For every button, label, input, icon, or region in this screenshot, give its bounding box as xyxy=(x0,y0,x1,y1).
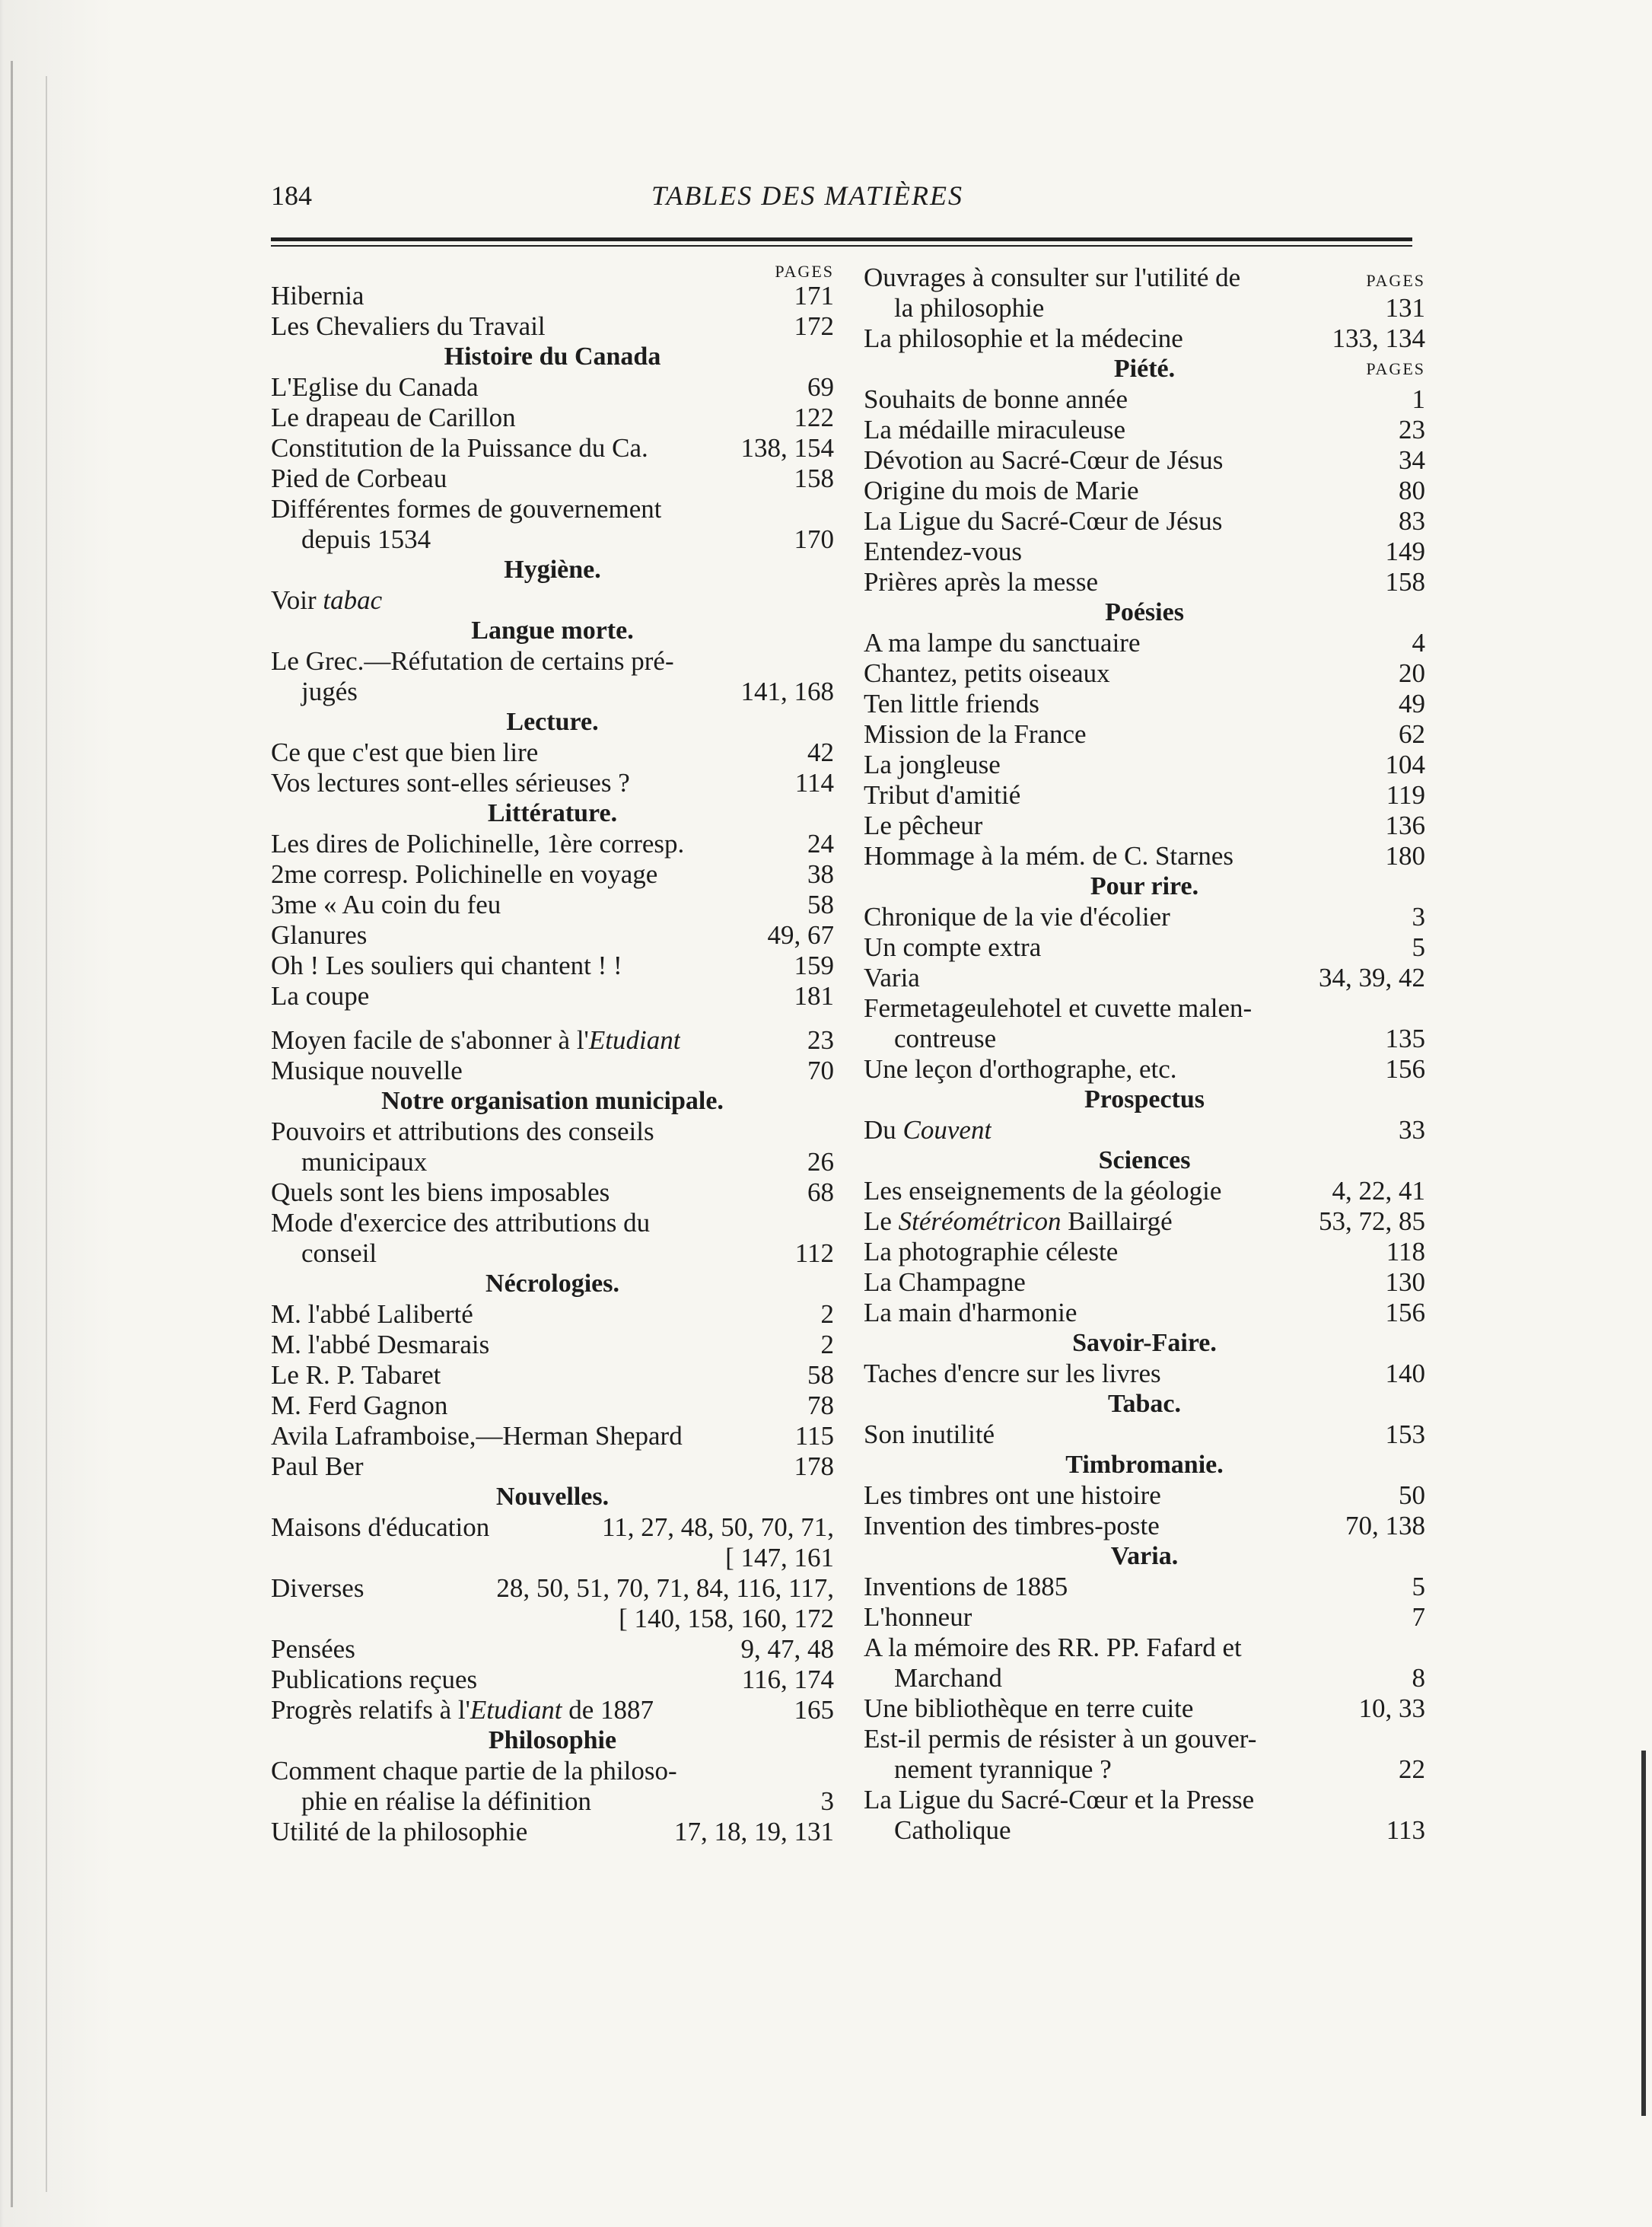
entry-page: 34, 39, 42 xyxy=(1319,963,1425,992)
section-heading: Poésies xyxy=(1105,598,1184,626)
entry-page: 62 xyxy=(1399,719,1425,749)
section-heading: Histoire du Canada xyxy=(444,342,661,371)
entry-title: Chronique de la vie d'écolier xyxy=(864,902,1170,932)
entry-page: 17, 18, 19, 131 xyxy=(674,1817,834,1846)
entry-title: phie en réalise la définition xyxy=(301,1786,591,1816)
section-heading: Sciences xyxy=(1098,1146,1191,1174)
entry-title-italic: Etudiant xyxy=(469,1695,562,1725)
entry-title: Glanures xyxy=(271,920,368,950)
toc-entry xyxy=(864,1237,1425,1267)
entry-title: Tribut d'amitié xyxy=(864,780,1021,810)
entry-title: Entendez-vous xyxy=(864,537,1022,566)
entry-page: 24 xyxy=(807,829,834,859)
entry-title: La main d'harmonie xyxy=(864,1298,1077,1327)
entry-title-italic: Etudiant xyxy=(588,1025,681,1055)
entry-page: [ 147, 161 xyxy=(725,1543,834,1572)
entry-title: Le Grec.—Réfutation de certains pré- xyxy=(271,646,674,676)
toc-entry xyxy=(864,384,1425,415)
entry-page: 28, 50, 51, 70, 71, 84, 116, 117, xyxy=(496,1573,834,1603)
toc-entry xyxy=(271,859,834,890)
toc-entry xyxy=(864,537,1425,567)
entry-title: Une leçon d'orthographe, etc. xyxy=(864,1054,1177,1084)
entry-title: M. l'abbé Laliberté xyxy=(271,1299,473,1329)
section-heading: Timbromanie. xyxy=(1065,1451,1224,1479)
entry-page: 165 xyxy=(794,1695,834,1725)
entry-page: 83 xyxy=(1399,506,1425,536)
entry-title: La Champagne xyxy=(864,1267,1026,1297)
entry-title: Son inutilité xyxy=(864,1419,995,1449)
entry-title: Prières après la messe xyxy=(864,567,1099,597)
section-heading: Pour rire. xyxy=(1090,872,1199,900)
toc-entry xyxy=(864,506,1425,537)
entry-title: Hommage à la mém. de C. Starnes xyxy=(864,841,1233,871)
toc-entry xyxy=(271,1330,834,1360)
header-rule xyxy=(271,245,1412,247)
toc-entry xyxy=(271,1512,834,1543)
toc-entry xyxy=(271,1421,834,1451)
heading-text: Piété. xyxy=(1113,355,1176,383)
entry-title-italic: Stéréométricon xyxy=(898,1206,1062,1236)
toc-entry xyxy=(864,445,1425,476)
toc-entry xyxy=(271,281,834,311)
entry-title: Maisons d'éducation xyxy=(271,1512,490,1542)
entry-page: 112 xyxy=(794,1238,834,1268)
toc-entry xyxy=(864,1724,1425,1754)
entry-page: 70 xyxy=(807,1056,834,1085)
toc-entry xyxy=(864,293,1425,323)
entry-title: Fermetageulehotel et cuvette malen- xyxy=(864,993,1253,1023)
entry-title: Le drapeau de Carillon xyxy=(271,403,516,432)
entry-title: 2me corresp. Polichinelle en voyage xyxy=(271,859,658,889)
section-heading: Savoir-Faire. xyxy=(1072,1329,1217,1357)
entry-title: Marchand xyxy=(894,1663,1002,1693)
pages-label: PAGES xyxy=(775,262,834,281)
section-heading: Varia. xyxy=(1110,1542,1179,1570)
entry-title: contreuse xyxy=(894,1024,997,1053)
entry-page: 9, 47, 48 xyxy=(740,1634,834,1664)
toc-entry xyxy=(864,1572,1425,1602)
toc-entry xyxy=(864,1024,1425,1054)
toc-entry xyxy=(271,1665,834,1695)
entry-title: Publications reçues xyxy=(271,1665,478,1694)
section-heading xyxy=(864,354,1425,384)
entry-title: la philosophie xyxy=(894,293,1045,323)
entry-title: municipaux xyxy=(301,1147,428,1177)
entry-page: 58 xyxy=(807,1360,834,1390)
toc-entry xyxy=(864,1511,1425,1541)
toc-entry xyxy=(864,263,1425,293)
entry-page: 149 xyxy=(1385,537,1425,566)
entry-page: 33 xyxy=(1399,1115,1425,1145)
toc-entry xyxy=(271,1147,834,1177)
toc-entry xyxy=(864,1267,1425,1298)
entry-title-italic: Couvent xyxy=(902,1115,992,1145)
entry-page: 5 xyxy=(1412,932,1425,962)
entry-page: 70, 138 xyxy=(1345,1511,1425,1540)
entry-title: depuis 1534 xyxy=(301,524,431,554)
entry-page: 8 xyxy=(1412,1663,1425,1693)
toc-entry xyxy=(271,464,834,494)
toc-entry xyxy=(271,1117,834,1147)
entry-title: La philosophie et la médecine xyxy=(864,323,1183,353)
entry-page: 1 xyxy=(1412,384,1425,414)
toc-entry xyxy=(864,628,1425,658)
toc-entry xyxy=(864,1206,1425,1237)
entry-title: La photographie céleste xyxy=(864,1237,1119,1266)
page-header xyxy=(271,180,1412,225)
entry-title: Catholique xyxy=(894,1815,1011,1845)
entry-title: Varia xyxy=(864,963,920,992)
entry-page: PAGES xyxy=(1366,271,1425,290)
section-heading: Prospectus xyxy=(1084,1085,1205,1114)
entry-page: 180 xyxy=(1385,841,1425,871)
header-rule xyxy=(271,237,1412,241)
toc-entry xyxy=(864,902,1425,932)
toc-entry xyxy=(864,993,1425,1024)
toc-entry xyxy=(864,780,1425,811)
entry-page: 159 xyxy=(794,951,834,980)
entry-page: 104 xyxy=(1385,750,1425,779)
entry-title: Diverses xyxy=(271,1573,364,1603)
entry-title: M. l'abbé Desmarais xyxy=(271,1330,490,1359)
entry-title: Les dires de Polichinelle, 1ère corresp. xyxy=(271,829,685,859)
entry-title: Constitution de la Puissance du Ca. xyxy=(271,433,648,463)
entry-title: Le Stéréométricon Baillairgé xyxy=(864,1206,1173,1236)
entry-title: Mode d'exercice des attributions du xyxy=(271,1208,651,1238)
toc-entry xyxy=(864,323,1425,354)
entry-page: 53, 72, 85 xyxy=(1319,1206,1425,1236)
toc-entry xyxy=(271,1238,834,1269)
entry-page: 153 xyxy=(1385,1419,1425,1449)
entry-page: 23 xyxy=(807,1025,834,1055)
entry-title-italic: tabac xyxy=(323,585,383,615)
section-heading: Tabac. xyxy=(1107,1390,1182,1418)
toc-entry xyxy=(271,646,834,677)
running-title: TABLES DES MATIÈRES xyxy=(651,180,963,211)
entry-title: Souhaits de bonne année xyxy=(864,384,1128,414)
entry-title: Pensées xyxy=(271,1634,355,1664)
toc-entry xyxy=(271,677,834,707)
section-heading: Nécrologies. xyxy=(485,1270,619,1298)
entry-title: Comment chaque partie de la philoso- xyxy=(271,1756,677,1786)
toc-entry xyxy=(271,1299,834,1330)
entry-page: 58 xyxy=(807,890,834,919)
entry-title: Taches d'encre sur les livres xyxy=(864,1359,1161,1388)
entry-page: 122 xyxy=(794,403,834,432)
entry-page: 136 xyxy=(1385,811,1425,840)
entry-title: La coupe xyxy=(271,981,370,1011)
entry-title: Les enseignements de la géologie xyxy=(864,1176,1222,1206)
toc-entry xyxy=(271,1786,834,1817)
section-heading: Littérature. xyxy=(487,799,618,827)
scan-shadow xyxy=(0,0,114,2227)
entry-page: 156 xyxy=(1385,1054,1425,1084)
entry-page: 181 xyxy=(794,981,834,1011)
scan-edge-line xyxy=(11,61,13,2207)
entry-title: Dévotion au Sacré-Cœur de Jésus xyxy=(864,445,1224,475)
toc-entry xyxy=(864,1298,1425,1328)
entry-page: 78 xyxy=(807,1391,834,1420)
right-column xyxy=(864,263,1425,1846)
entry-title: Invention des timbres-poste xyxy=(864,1511,1160,1540)
entry-title: A la mémoire des RR. PP. Fafard et xyxy=(864,1633,1242,1662)
entry-title: M. Ferd Gagnon xyxy=(271,1391,448,1420)
entry-page: 34 xyxy=(1399,445,1425,475)
entry-title: Progrès relatifs à l'Etudiant de 1887 xyxy=(271,1695,654,1725)
entry-title: Paul Ber xyxy=(271,1451,364,1481)
entry-title: Le R. P. Tabaret xyxy=(271,1360,441,1390)
entry-title: Pied de Corbeau xyxy=(271,464,447,493)
entry-page: 80 xyxy=(1399,476,1425,505)
toc-entry xyxy=(864,841,1425,871)
toc-entry xyxy=(864,1663,1425,1693)
entry-page: 119 xyxy=(1386,780,1425,810)
toc-entry xyxy=(864,476,1425,506)
entry-title: Voir tabac xyxy=(271,585,383,615)
entry-page: 4 xyxy=(1412,628,1425,658)
toc-entry xyxy=(271,768,834,798)
toc-entry xyxy=(271,1604,834,1634)
entry-title: 3me « Au coin du feu xyxy=(271,890,501,919)
toc-entry xyxy=(864,719,1425,750)
entry-page: 2 xyxy=(820,1330,834,1359)
toc-entry xyxy=(271,494,834,524)
section-heading: Philosophie xyxy=(488,1726,617,1754)
entry-page: 23 xyxy=(1399,415,1425,444)
toc-entry xyxy=(271,829,834,859)
entry-title: La médaille miraculeuse xyxy=(864,415,1126,444)
entry-title: jugés xyxy=(301,677,358,706)
entry-page: 42 xyxy=(807,738,834,767)
entry-page: 115 xyxy=(794,1421,834,1451)
left-column xyxy=(271,263,834,1847)
entry-title: Oh ! Les souliers qui chantent ! ! xyxy=(271,951,622,980)
entry-page: 158 xyxy=(794,464,834,493)
toc-entry xyxy=(271,1177,834,1208)
entry-title: Pouvoirs et attributions des conseils xyxy=(271,1117,654,1146)
toc-entry xyxy=(864,658,1425,689)
entry-page: 2 xyxy=(820,1299,834,1329)
entry-page: [ 140, 158, 160, 172 xyxy=(619,1604,834,1633)
toc-entry xyxy=(271,311,834,342)
toc-entry xyxy=(864,1176,1425,1206)
entry-page: 3 xyxy=(1412,902,1425,932)
toc-entry xyxy=(864,1815,1425,1846)
entry-title: conseil xyxy=(301,1238,377,1268)
entry-title: Hibernia xyxy=(271,281,364,311)
entry-page: 7 xyxy=(1412,1602,1425,1632)
toc-entry xyxy=(271,890,834,920)
toc-entry xyxy=(864,932,1425,963)
toc-entry xyxy=(271,1817,834,1847)
entry-title: Moyen facile de s'abonner à l'Etudiant xyxy=(271,1025,681,1055)
entry-title: nement tyrannique ? xyxy=(894,1754,1112,1784)
pages-label: PAGES xyxy=(1366,359,1425,378)
entry-page: 170 xyxy=(794,524,834,554)
entry-page: 20 xyxy=(1399,658,1425,688)
entry-title: A ma lampe du sanctuaire xyxy=(864,628,1141,658)
section-heading: Notre organisation municipale. xyxy=(381,1087,724,1115)
toc-entry xyxy=(271,403,834,433)
entry-title: Une bibliothèque en terre cuite xyxy=(864,1693,1194,1723)
entry-title: Vos lectures sont-elles sérieuses ? xyxy=(271,768,630,798)
toc-entry xyxy=(271,1025,834,1056)
entry-page: 49 xyxy=(1399,689,1425,718)
toc-entry xyxy=(271,738,834,768)
entry-page: 118 xyxy=(1386,1237,1425,1266)
entry-page: 38 xyxy=(807,859,834,889)
entry-title: La jongleuse xyxy=(864,750,1001,779)
entry-page: 135 xyxy=(1385,1024,1425,1053)
entry-page: 11, 27, 48, 50, 70, 71, xyxy=(602,1512,834,1542)
entry-page: 113 xyxy=(1386,1815,1425,1845)
entry-page: 171 xyxy=(794,281,834,311)
entry-page: 172 xyxy=(794,311,834,341)
toc-entry xyxy=(864,1359,1425,1389)
toc-entry xyxy=(864,415,1425,445)
scan-edge-line xyxy=(46,76,47,2192)
toc-entry xyxy=(864,1480,1425,1511)
entry-page: 26 xyxy=(807,1147,834,1177)
section-heading: Nouvelles. xyxy=(495,1483,610,1511)
toc-entry xyxy=(271,1756,834,1786)
toc-entry xyxy=(271,1695,834,1725)
entry-title: Quels sont les biens imposables xyxy=(271,1177,610,1207)
toc-entry xyxy=(271,1208,834,1238)
toc-entry xyxy=(864,811,1425,841)
toc-entry xyxy=(271,981,834,1012)
toc-entry xyxy=(864,1693,1425,1724)
entry-title: Du Couvent xyxy=(864,1115,992,1145)
page-number: 184 xyxy=(271,180,312,211)
toc-entry xyxy=(864,567,1425,597)
entry-title: Un compte extra xyxy=(864,932,1042,962)
toc-entry xyxy=(864,1115,1425,1145)
spacer xyxy=(271,1012,834,1025)
entry-page: 138, 154 xyxy=(740,433,834,463)
toc-entry xyxy=(271,1360,834,1391)
toc-entry xyxy=(271,951,834,981)
entry-title: Ouvrages à consulter sur l'utilité de xyxy=(864,263,1241,292)
toc-entry xyxy=(864,689,1425,719)
entry-title: Est-il permis de résister à un gouver- xyxy=(864,1724,1257,1754)
entry-page: 131 xyxy=(1385,293,1425,323)
entry-page: 178 xyxy=(794,1451,834,1481)
entry-page: 69 xyxy=(807,372,834,402)
entry-title: Ten little friends xyxy=(864,689,1039,718)
entry-page: 133, 134 xyxy=(1332,323,1425,353)
entry-title: Musique nouvelle xyxy=(271,1056,463,1085)
entry-title: Ce que c'est que bien lire xyxy=(271,738,539,767)
entry-title: Utilité de la philosophie xyxy=(271,1817,528,1846)
entry-page: 49, 67 xyxy=(767,920,834,950)
entry-page: 4, 22, 41 xyxy=(1332,1176,1425,1206)
entry-page: 156 xyxy=(1385,1298,1425,1327)
entry-title: Le pêcheur xyxy=(864,811,983,840)
entry-page: 3 xyxy=(820,1786,834,1816)
entry-title: Les timbres ont une histoire xyxy=(864,1480,1161,1510)
entry-page: 10, 33 xyxy=(1358,1693,1425,1723)
entry-title: Origine du mois de Marie xyxy=(864,476,1139,505)
toc-entry xyxy=(864,1419,1425,1450)
entry-title: Chantez, petits oiseaux xyxy=(864,658,1110,688)
toc-entry xyxy=(864,1054,1425,1085)
toc-entry xyxy=(271,920,834,951)
entry-page: 114 xyxy=(794,768,834,798)
entry-title: Avila Laframboise,—Herman Shepard xyxy=(271,1421,683,1451)
entry-page: 140 xyxy=(1385,1359,1425,1388)
entry-title: Les Chevaliers du Travail xyxy=(271,311,546,341)
entry-title: L'honneur xyxy=(864,1602,972,1632)
toc-entry xyxy=(271,524,834,555)
binding-mark xyxy=(1641,1751,1646,2116)
toc-entry xyxy=(864,1785,1425,1815)
toc-entry xyxy=(271,1543,834,1573)
entry-page: 130 xyxy=(1385,1267,1425,1297)
entry-page: 116, 174 xyxy=(741,1665,834,1694)
toc-entry xyxy=(271,1391,834,1421)
toc-entry xyxy=(271,1634,834,1665)
entry-page: 158 xyxy=(1385,567,1425,597)
section-heading: Lecture. xyxy=(506,708,599,736)
toc-entry xyxy=(271,1451,834,1482)
toc-entry xyxy=(271,372,834,403)
entry-title: La Ligue du Sacré-Cœur et la Presse xyxy=(864,1785,1255,1814)
entry-page: 68 xyxy=(807,1177,834,1207)
toc-entry xyxy=(864,1633,1425,1663)
toc-entry xyxy=(271,433,834,464)
toc-entry xyxy=(864,1602,1425,1633)
entry-title: L'Eglise du Canada xyxy=(271,372,479,402)
section-heading: Hygiène. xyxy=(504,556,601,584)
toc-entry xyxy=(271,585,834,616)
entry-page: 50 xyxy=(1399,1480,1425,1510)
entry-title: La Ligue du Sacré-Cœur de Jésus xyxy=(864,506,1223,536)
entry-title: Mission de la France xyxy=(864,719,1087,749)
entry-page: 5 xyxy=(1412,1572,1425,1601)
entry-title: Inventions de 1885 xyxy=(864,1572,1068,1601)
toc-entry xyxy=(271,1573,834,1604)
entry-page: 22 xyxy=(1399,1754,1425,1784)
entry-title: Différentes formes de gouvernement xyxy=(271,494,662,524)
toc-entry xyxy=(271,1056,834,1086)
toc-entry xyxy=(864,750,1425,780)
section-heading: Langue morte. xyxy=(471,616,634,645)
toc-entry xyxy=(864,963,1425,993)
toc-entry xyxy=(864,1754,1425,1785)
entry-page: 141, 168 xyxy=(740,677,834,706)
